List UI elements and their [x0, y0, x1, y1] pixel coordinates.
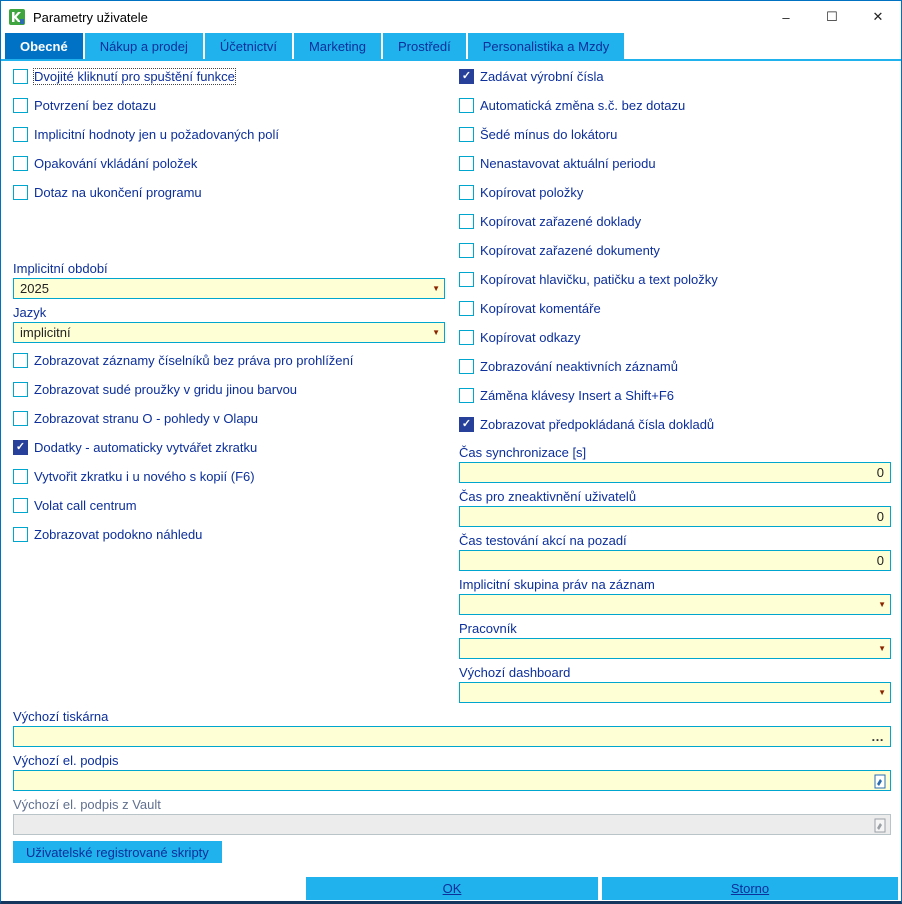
checkbox-row[interactable]	[13, 469, 353, 484]
checkbox-row[interactable]	[459, 388, 718, 403]
checkbox[interactable]	[459, 417, 474, 432]
dropdown-icon[interactable]	[432, 323, 440, 342]
vault-signature-input	[13, 814, 891, 835]
default-printer-input[interactable]	[13, 726, 891, 747]
field-label: Výchozí dashboard	[459, 665, 571, 680]
tab-ucetnictvi[interactable]: Účetnictví	[205, 33, 292, 59]
checkbox[interactable]	[459, 156, 474, 171]
default-dashboard-combo[interactable]	[459, 682, 891, 703]
checkbox-row[interactable]	[459, 330, 718, 345]
checkbox-label: Nenastavovat aktuální periodu	[480, 156, 656, 171]
worker-combo[interactable]	[459, 638, 891, 659]
checkbox-label: Šedé mínus do lokátoru	[480, 127, 618, 142]
field-value: 0	[876, 509, 884, 524]
dropdown-icon[interactable]	[878, 639, 886, 658]
field-value: 0	[876, 553, 884, 568]
field-label: Implicitní skupina práv na záznam	[459, 577, 655, 592]
signature-icon[interactable]	[874, 774, 886, 789]
checkbox-label: Kopírovat položky	[480, 185, 584, 200]
tab-personalistika-a-mzdy[interactable]: Personalistika a Mzdy	[468, 33, 624, 59]
checkbox-row[interactable]	[459, 185, 718, 200]
window-title: Parametry uživatele	[33, 9, 148, 25]
checkbox-row[interactable]	[13, 185, 279, 200]
checkbox-row[interactable]	[13, 127, 279, 142]
field-label: Výchozí tiskárna	[13, 709, 109, 724]
checkbox[interactable]	[459, 98, 474, 113]
checkbox[interactable]	[459, 214, 474, 229]
bottom-fields	[13, 710, 891, 842]
checkbox-row[interactable]	[13, 353, 353, 368]
checkbox-row[interactable]	[13, 527, 353, 542]
checkbox[interactable]	[13, 127, 28, 142]
checkbox-label: Kopírovat odkazy	[480, 330, 581, 345]
maximize-button[interactable]: ☐	[826, 9, 838, 24]
checkbox[interactable]	[459, 185, 474, 200]
field-label: Čas pro zneaktivnění uživatelů	[459, 489, 637, 504]
checkbox[interactable]	[13, 498, 28, 513]
checkbox[interactable]	[459, 359, 474, 374]
checkbox-label: Automatická změna s.č. bez dotazu	[480, 98, 686, 113]
checkbox-row[interactable]	[13, 382, 353, 397]
tab-nakup-a-prodej[interactable]: Nákup a prodej	[85, 33, 203, 59]
checkbox-label: Zobrazovat sudé proužky v gridu jinou barvou	[34, 382, 298, 397]
checkbox[interactable]	[459, 69, 474, 84]
checkbox-row[interactable]	[459, 272, 718, 287]
tab-obecne[interactable]: Obecné	[5, 33, 83, 59]
checkbox-label: Volat call centrum	[34, 498, 137, 513]
checkbox-row[interactable]	[459, 214, 718, 229]
field-label: Výchozí el. podpis z Vault	[13, 797, 161, 812]
checkbox-label: Zobrazovat předpokládaná čísla dokladů	[480, 417, 715, 432]
left-checkbox-group-1	[13, 69, 279, 214]
cancel-button[interactable]: Storno	[602, 877, 898, 900]
language-combo[interactable]	[13, 322, 445, 343]
checkbox-label: Zobrazovat záznamy číselníků bez práva pro prohlížení	[34, 353, 354, 368]
tab-marketing[interactable]: Marketing	[294, 33, 381, 59]
tab-prostredi[interactable]: Prostředí	[383, 33, 466, 59]
checkbox-row[interactable]	[13, 411, 353, 426]
checkbox-row[interactable]	[13, 69, 279, 84]
checkbox[interactable]	[13, 469, 28, 484]
field-label: Jazyk	[13, 305, 47, 320]
checkbox-row[interactable]	[459, 243, 718, 258]
default-signature-input[interactable]	[13, 770, 891, 791]
browse-button[interactable]: …	[871, 729, 885, 744]
field-label: Pracovník	[459, 621, 517, 636]
checkbox[interactable]	[459, 301, 474, 316]
field-label: Čas testování akcí na pozadí	[459, 533, 627, 548]
checkbox[interactable]	[13, 527, 28, 542]
checkbox-row[interactable]	[459, 359, 718, 374]
checkbox-row[interactable]	[459, 69, 718, 84]
checkbox[interactable]	[13, 98, 28, 113]
checkbox-label: Opakování vkládání položek	[34, 156, 198, 171]
checkbox-row[interactable]	[13, 498, 353, 513]
checkbox-row[interactable]	[459, 156, 718, 171]
checkbox[interactable]	[459, 330, 474, 345]
period-value: 2025	[20, 281, 49, 296]
tab-underline	[1, 59, 901, 61]
dropdown-icon[interactable]	[878, 683, 886, 702]
checkbox[interactable]	[459, 272, 474, 287]
checkbox[interactable]	[459, 243, 474, 258]
checkbox-label: Dotaz na ukončení programu	[34, 185, 202, 200]
ok-button[interactable]: OK	[306, 877, 598, 900]
user-scripts-button[interactable]: Uživatelské registrované skripty	[13, 841, 222, 863]
sync-time-input[interactable]	[459, 462, 891, 483]
period-field-block	[13, 262, 445, 306]
period-combo[interactable]	[13, 278, 445, 299]
checkbox-row[interactable]	[459, 417, 718, 432]
checkbox[interactable]	[13, 382, 28, 397]
checkbox-label: Kopírovat zařazené dokumenty	[480, 243, 660, 258]
field-label: Implicitní období	[13, 261, 108, 276]
dropdown-icon[interactable]	[432, 279, 440, 298]
title-bar	[1, 1, 901, 33]
checkbox-label: Kopírovat hlavičku, patičku a text položky	[480, 272, 718, 287]
close-button[interactable]: ✕	[872, 9, 884, 24]
field-value: 0	[876, 465, 884, 480]
right-combo-fields	[459, 578, 891, 710]
right-numeric-fields	[459, 446, 891, 578]
checkbox-label: Implicitní hodnoty jen u požadovaných polí	[34, 127, 279, 142]
language-field-block	[13, 306, 445, 350]
minimize-button[interactable]: –	[782, 9, 790, 25]
checkbox-label: Zadávat výrobní čísla	[480, 69, 604, 84]
checkbox-label: Vytvořit zkratku i u nového s kopií (F6)	[34, 469, 255, 484]
tab-bar	[1, 33, 901, 59]
checkbox-row[interactable]	[13, 440, 353, 455]
field-label: Výchozí el. podpis	[13, 753, 119, 768]
checkbox-row[interactable]	[13, 98, 279, 113]
language-value: implicitní	[20, 325, 71, 340]
deactivate-time-input[interactable]	[459, 506, 891, 527]
checkbox[interactable]	[13, 411, 28, 426]
checkbox-label: Kopírovat komentáře	[480, 301, 601, 316]
right-checkbox-group	[459, 69, 718, 446]
field-label: Čas synchronizace [s]	[459, 445, 587, 460]
checkbox[interactable]	[13, 353, 28, 368]
checkbox-label: Zobrazování neaktivních záznamů	[480, 359, 678, 374]
rights-group-combo[interactable]	[459, 594, 891, 615]
app-icon	[8, 8, 26, 26]
checkbox-label: Potvrzení bez dotazu	[34, 98, 157, 113]
checkbox[interactable]	[13, 156, 28, 171]
checkbox-row[interactable]	[459, 301, 718, 316]
checkbox-label: Záměna klávesy Insert a Shift+F6	[480, 388, 675, 403]
signature-icon-disabled	[874, 818, 886, 833]
checkbox-label: Kopírovat zařazené doklady	[480, 214, 642, 229]
checkbox[interactable]	[459, 388, 474, 403]
checkbox-label: Zobrazovat stranu O - pohledy v Olapu	[34, 411, 259, 426]
checkbox[interactable]	[13, 69, 28, 84]
checkbox-row[interactable]	[459, 98, 718, 113]
checkbox[interactable]	[459, 127, 474, 142]
checkbox-label: Zobrazovat podokno náhledu	[34, 527, 203, 542]
checkbox-row[interactable]	[459, 127, 718, 142]
checkbox-row[interactable]	[13, 156, 279, 171]
checkbox[interactable]	[13, 185, 28, 200]
checkbox[interactable]	[13, 440, 28, 455]
checkbox-label: Dvojité kliknutí pro spuštění funkce	[34, 69, 235, 84]
background-test-time-input[interactable]	[459, 550, 891, 571]
left-checkbox-group-2	[13, 353, 353, 556]
checkbox-label: Dodatky - automaticky vytvářet zkratku	[34, 440, 258, 455]
dropdown-icon[interactable]	[878, 595, 886, 614]
